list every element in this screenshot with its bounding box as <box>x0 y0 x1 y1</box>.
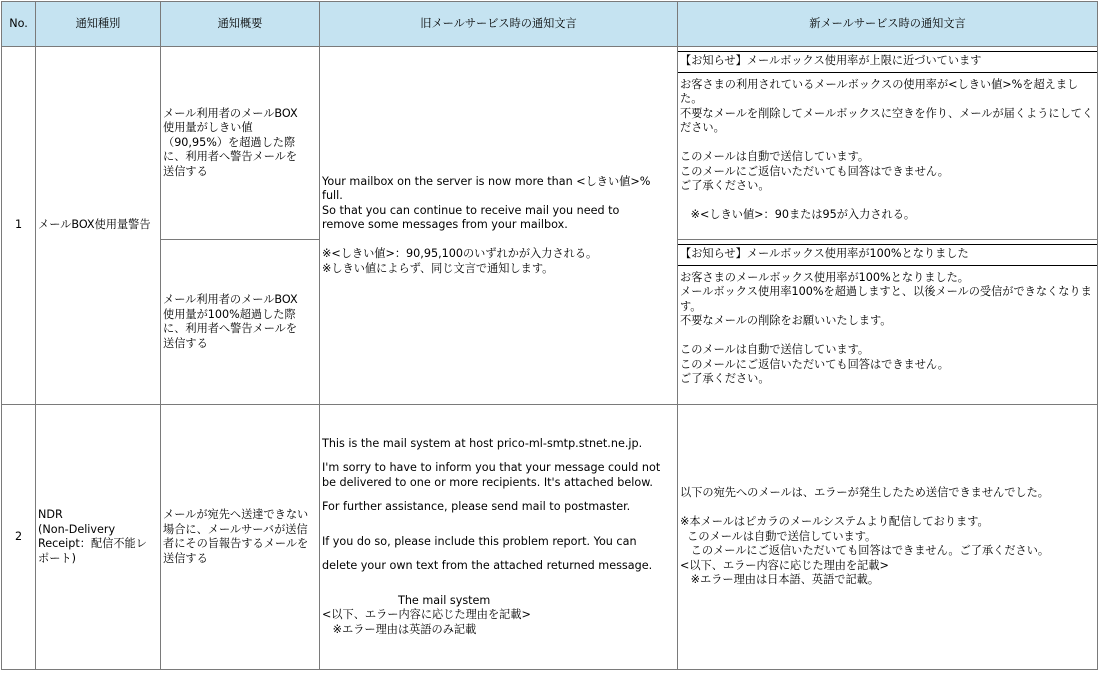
row2-no: 2 <box>2 405 36 670</box>
row2-old-line5: delete your own text from the attached returned message. <box>322 559 653 573</box>
row1-summary-full: メール利用者のメールBOX 使用量が100%超過した際 に、利用者へ警告メールを 送信する <box>161 240 320 405</box>
row1-type: メールBOX使用量警告 <box>36 47 161 405</box>
row2-new-text: 以下の宛先へのメールは、エラーが発生したため送信できませんでした。 ※本メールはピカラのメールシステムより配信しております。 このメールは自動で送信しています。 このメールにご返信いただいても回答はできません。ご了承ください。 <以下、エラー内容に応じた理由を記載> ※エラー理由は日本語、英語で記載。 <box>678 405 1098 670</box>
table-row-1a <box>2 47 1098 240</box>
notification-table-sheet <box>1 1 1098 670</box>
header-row <box>2 2 1098 47</box>
row2-old-line3: For further assistance, please send mail to postmaster. <box>322 500 631 514</box>
row2-old-signature: The mail system <box>398 593 491 607</box>
row1-new-b-body: お客さまのメールボックス使用率が100%となりました。 メールボックス使用率100%を超過しますと、以後メールの受信ができなくなります。 不要なメールの削除をお願いいたします。 このメールは自動で送信しています。 このメールにご返信いただいても回答はできません。 ご了承ください。 <box>680 270 1092 385</box>
row2-summary: メールが宛先へ送達できない場合に、メールサーバが送信者にその旨報告するメールを送信する <box>161 405 320 670</box>
table-row-2 <box>2 405 1098 670</box>
row1-old-text: Your mailbox on the server is now more than <しきい値>% full. So that you can continue to receive mail you need to remove some messages from your mailbox. ※<しきい値>：90,95,100のいずれかが入力される。 ※しきい値によらず、同じ文言で通知します。 <box>320 47 678 405</box>
notification-table <box>1 1 1098 670</box>
header-type: 通知種別 <box>36 2 161 47</box>
row1-new-message-threshold <box>678 47 1098 240</box>
header-old-text: 旧メールサービス時の通知文言 <box>320 2 678 47</box>
header-summary: 通知概要 <box>161 2 320 47</box>
row2-old-note: <以下、エラー内容に応じた理由を記載> ※エラー理由は英語のみ記載 <box>322 608 531 636</box>
header-new-text: 新メールサービス時の通知文言 <box>678 2 1098 47</box>
row1-summary-threshold: メール利用者のメールBOX 使用量がしきい値 （90,95%）を超過した際 に、利用者へ警告メールを 送信する <box>161 47 320 240</box>
row2-old-line4: If you do so, please include this problem report. You can <box>322 534 637 548</box>
header-no: No. <box>2 2 36 47</box>
row1-new-a-subject: 【お知らせ】メールボックス使用率が上限に近づいています <box>678 51 1097 73</box>
row2-old-line1: This is the mail system at host prico-ml-smtp.stnet.ne.jp. <box>322 436 643 450</box>
row1-new-a-body: お客さまの利用されているメールボックスの使用率が<しきい値>%を超えました。 不要なメールを削除してメールボックスに空きを作り、メールが届くようにしてください。 このメールは自動で送信しています。 このメールにご返信いただいても回答はできません。 ご了承ください。 ※<しきい値>：90または95が入力される。 <box>680 77 1094 221</box>
row1-new-b-subject: 【お知らせ】メールボックス使用率が100%となりました <box>678 244 1097 266</box>
row1-no: 1 <box>2 47 36 405</box>
row2-type: NDR (Non-Delivery Receipt：配信不能レポート) <box>36 405 161 670</box>
row1-new-message-full <box>678 240 1098 405</box>
row2-old-text <box>320 405 678 670</box>
row2-old-line2: I'm sorry to have to inform you that your message could not be delivered to one or more recipients. It's attached below. <box>322 461 661 489</box>
